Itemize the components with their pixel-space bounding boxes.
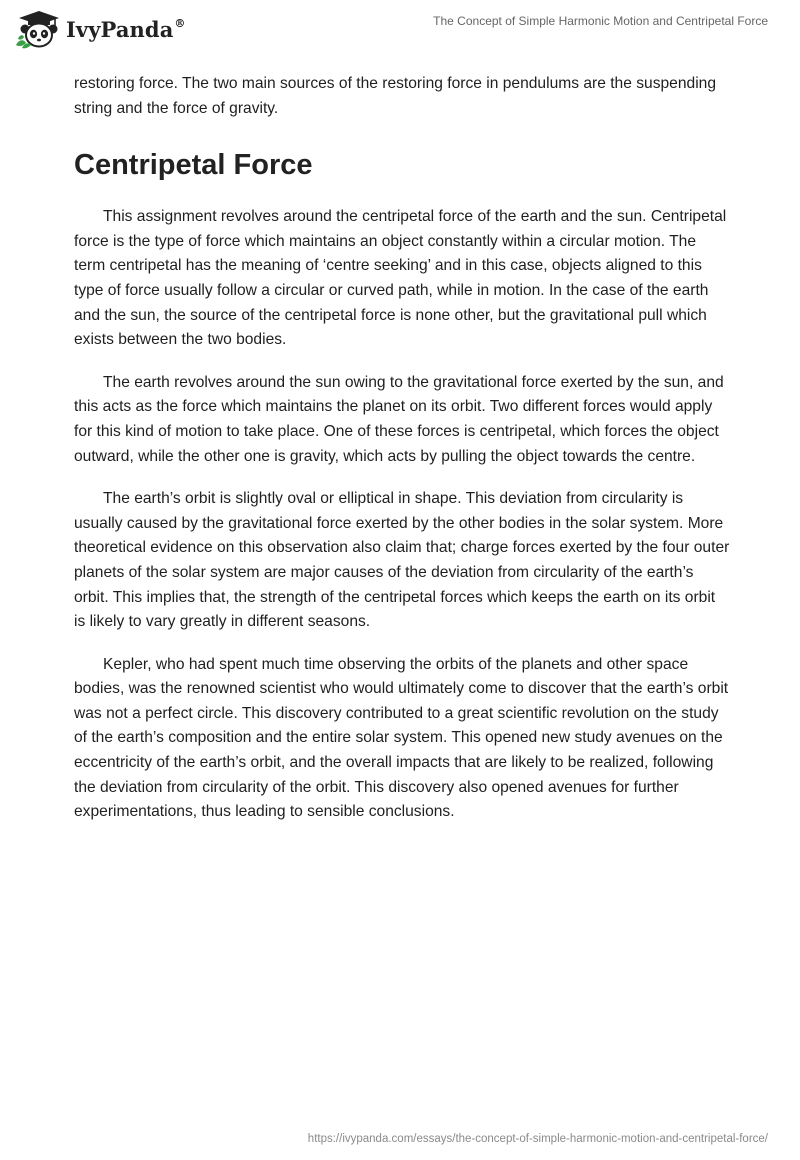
page-header (0, 0, 800, 60)
body-paragraph: This assignment revolves around the centripetal force of the earth and the sun. Centripetal force is the type of force which maintains an object constantly within a circular motion. The term centripetal has the meaning of ‘centre seeking’ and in this case, objects aligned to this type of force usually follow a circular or curved path, while in motion. In the case of the earth and the sun, the source of the centripetal force is none other, but the gravitational pull which exists between the two bodies. (74, 208, 727, 349)
intro-paragraph: restoring force. The two main sources of the restoring force in pendulums are the suspending string and the force of gravity. (74, 75, 717, 117)
document-title: The Concept of Simple Harmonic Motion and Centripetal Force (433, 14, 768, 28)
body-paragraph: The earth revolves around the sun owing to the gravitational force exerted by the sun, and this acts as the force which maintains the planet on its orbit. Two different forces would apply for this kind of motion to take place. One of these forces is centripetal, which forces the object outward, while the other one is gravity, which acts by pulling the object towards the centre. (74, 373, 724, 465)
essay-body (74, 72, 730, 843)
source-url[interactable]: https://ivypanda.com/essays/the-concept-of-simple-harmonic-motion-and-centripetal-force/ (307, 1133, 768, 1145)
registered-mark: ® (174, 16, 186, 30)
logo-wordmark: IvyPanda® (66, 16, 186, 42)
panda-graduate-icon (14, 9, 60, 49)
body-paragraph: Kepler, who had spent much time observing the orbits of the planets and other space bodies, was the renowned scientist who would ultimately come to discover that the earth’s orbit was not a perfect circle. This discovery contributed to a great scientific revolution on the study of the earth’s composition and the entire solar system. This opened new study avenues on the eccentricity of the earth’s orbit, and the overall impacts that are likely to be realized, following the deviation from circularity of the orbit. This discovery also opened avenues for further experimentations, thus leading to sensible conclusions. (74, 655, 729, 821)
ivypanda-logo[interactable] (14, 9, 186, 49)
section-heading: Centripetal Force (74, 149, 313, 182)
body-paragraph: The earth’s orbit is slightly oval or elliptical in shape. This deviation from circularity is usually caused by the gravitational force exerted by the other bodies in the solar system. More theoretical evidence on this observation also claim that; charge forces exerted by the four outer planets of the solar system are major causes of the deviation from circularity of the earth’s orbit. This implies that, the strength of the centripetal forces which keeps the earth on its orbit is likely to vary greatly in different seasons. (74, 490, 730, 631)
